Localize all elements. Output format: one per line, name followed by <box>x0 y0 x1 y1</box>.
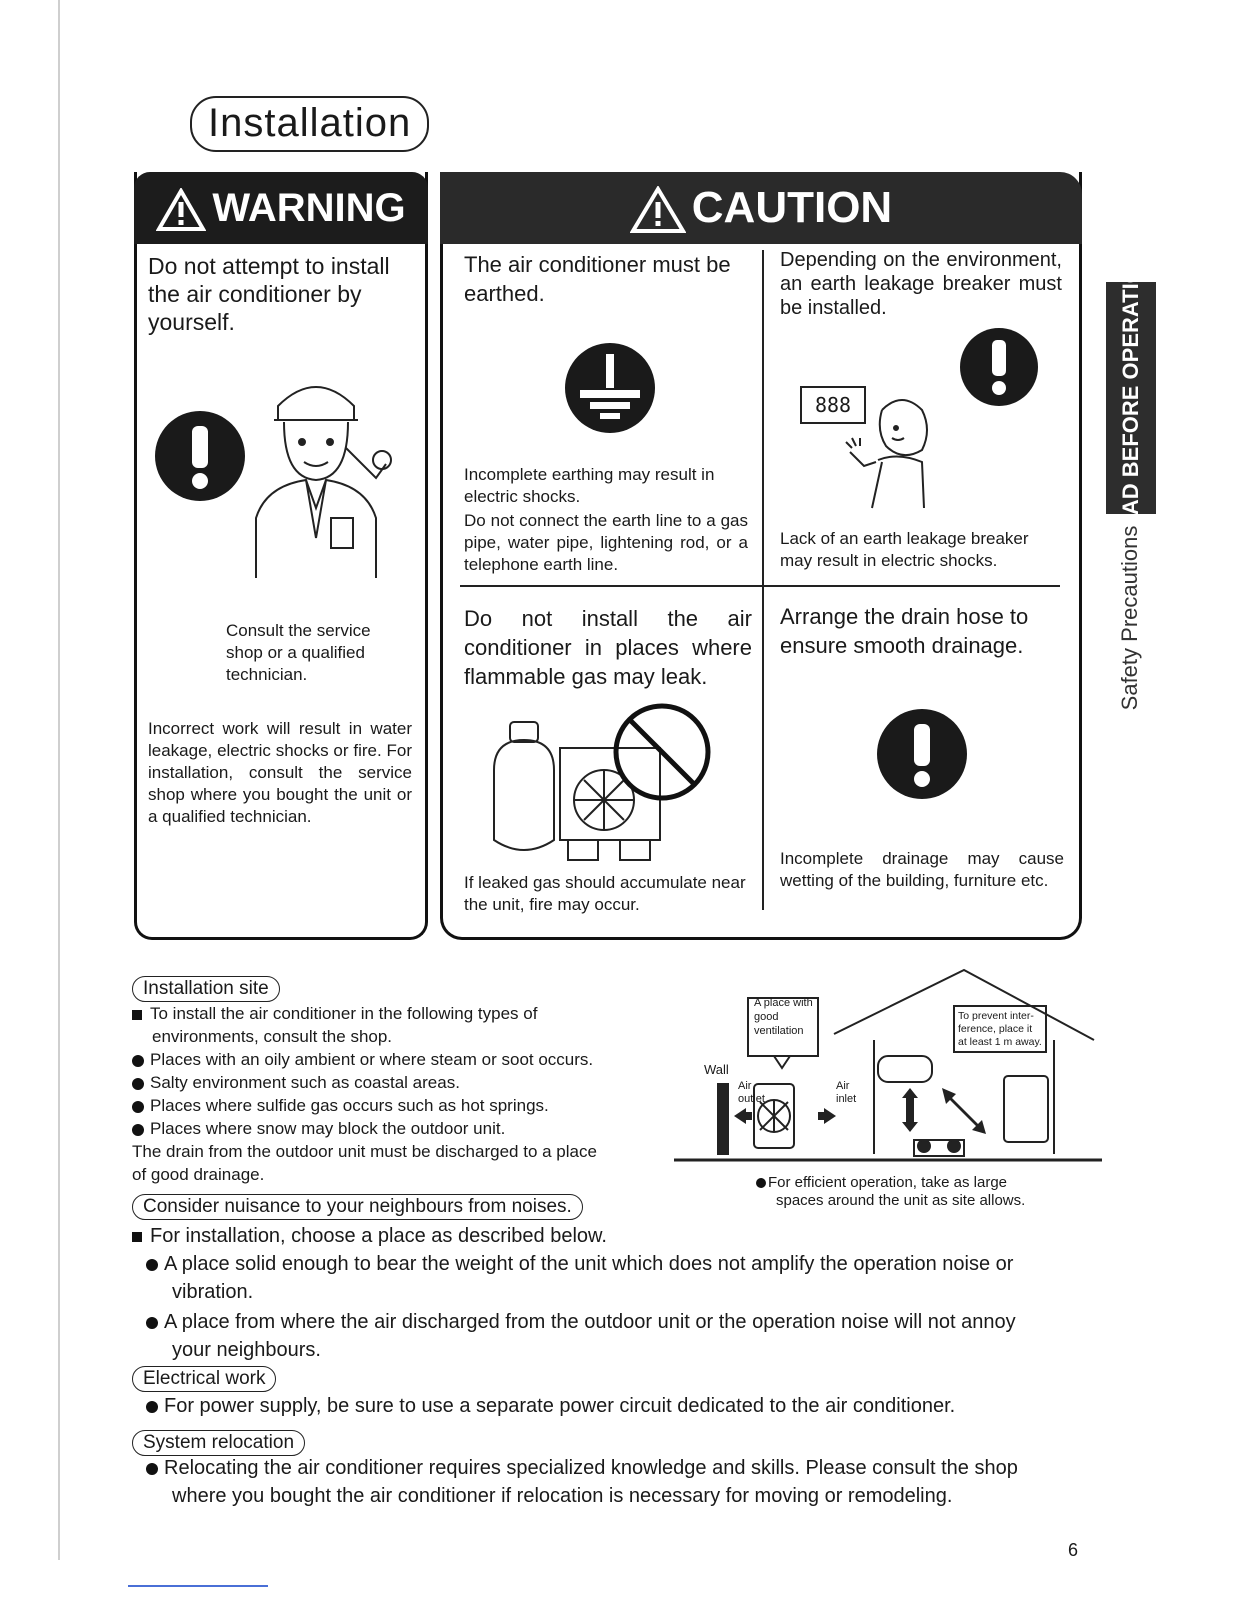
noise-item-2-cont: your neighbours. <box>172 1339 321 1361</box>
earthed-body-2: Do not connect the earth line to a gas pipe, water pipe, lightening rod, or a telephone earth line. <box>464 511 748 574</box>
site-intro-line-2: environments, consult the shop. <box>152 1027 393 1046</box>
bullet-icon <box>132 1101 144 1113</box>
noise-section <box>132 1222 1092 1364</box>
woman-illustration-icon <box>842 390 942 510</box>
installation-site-diagram <box>674 964 1102 1164</box>
noise-item-1-cont: vibration. <box>172 1281 254 1303</box>
bullet-icon <box>146 1259 158 1271</box>
site-item: Salty environment such as coastal areas. <box>150 1073 460 1092</box>
gas-leak-prohibited-icon <box>484 700 724 870</box>
square-bullet-icon <box>132 1010 142 1020</box>
installation-site-pill: Installation site <box>132 976 280 1002</box>
breaker-body: Lack of an earth leakage breaker may result in electric shocks. <box>780 529 1029 570</box>
ventilation-line-2: good <box>754 1011 779 1023</box>
air-outlet-label <box>738 1080 765 1106</box>
bullet-icon <box>132 1055 144 1067</box>
bullet-icon <box>756 1178 766 1188</box>
breaker-exclamation-icon <box>958 326 1040 408</box>
interference-callout <box>958 1010 1042 1049</box>
warning-header-label: WARNING <box>212 186 406 230</box>
air-inlet-line-1: Air <box>836 1080 850 1092</box>
diagram-note-line-1: For efficient operation, take as large <box>768 1174 1008 1191</box>
noise-pill: Consider nuisance to your neighbours from noises. <box>132 1194 583 1220</box>
interference-line-2: ference, place it <box>958 1023 1033 1035</box>
ventilation-line-1: A place with <box>754 997 813 1009</box>
scan-edge <box>58 0 60 1560</box>
drain-body: Incomplete drainage may cause wetting of the building, furniture etc. <box>780 849 1064 890</box>
noise-item-2: A place from where the air discharged from the outdoor unit or the operation noise will not annoy <box>164 1311 1016 1333</box>
gas-body: If leaked gas should accumulate near the unit, fire may occur. <box>464 873 746 914</box>
air-inlet-label <box>836 1080 856 1106</box>
warning-caption: Consult the service shop or a qualified technician. <box>226 621 371 684</box>
electrical-work-pill: Electrical work <box>132 1366 276 1392</box>
gas-heading: Do not install the air conditioner in places where flammable gas may leak. <box>464 606 752 689</box>
site-item: Places where snow may block the outdoor unit. <box>150 1119 506 1138</box>
noise-item-1: A place solid enough to bear the weight of the unit which does not amplify the operation noise or <box>164 1253 1014 1275</box>
earthed-body-1: Incomplete earthing may result in electric shocks. <box>464 465 715 506</box>
site-intro-line-1: To install the air conditioner in the following types of <box>150 1004 538 1023</box>
read-before-operation-tab <box>1106 250 1156 546</box>
warning-body: Incorrect work will result in water leakage, electric shocks or fire. For installation, consult the service shop where you bought the unit or a qualified technician. <box>148 719 412 826</box>
site-item: Places with an oily ambient or where steam or soot occurs. <box>150 1050 594 1069</box>
site-item: Places where sulfide gas occurs such as hot springs. <box>150 1096 549 1115</box>
square-bullet-icon <box>132 1232 142 1242</box>
noise-intro: For installation, choose a place as described below. <box>150 1225 607 1247</box>
technician-illustration-icon <box>236 368 396 578</box>
wall-label: Wall <box>704 1062 729 1077</box>
page-title: Installation <box>190 96 429 152</box>
caution-divider-vertical <box>762 250 764 910</box>
warning-heading: Do not attempt to install the air conditioner by yourself. <box>148 253 390 335</box>
side-tab-label: READ BEFORE OPERATION <box>1118 250 1143 546</box>
caution-header <box>440 172 1082 244</box>
warning-header <box>134 172 428 244</box>
relocation-item <box>146 1454 1096 1510</box>
drain-heading: Arrange the drain hose to ensure smooth drainage. <box>780 604 1029 658</box>
site-drain-line-1: The drain from the outdoor unit must be discharged to a place <box>132 1142 597 1161</box>
interference-line-3: at least 1 m away. <box>958 1036 1042 1048</box>
bullet-icon <box>146 1317 158 1329</box>
air-inlet-line-2: inlet <box>836 1093 857 1105</box>
diagram-note-line-2: spaces around the unit as site allows. <box>776 1192 1026 1209</box>
electrical-item-text: For power supply, be sure to use a separate power circuit dedicated to the air conditioner. <box>164 1395 956 1417</box>
breaker-heading: Depending on the environment, an earth leakage breaker must be installed. <box>780 249 1062 319</box>
bullet-icon <box>132 1078 144 1090</box>
site-intro <box>132 1002 662 1186</box>
caution-triangle-icon <box>630 186 686 234</box>
ventilation-line-3: ventilation <box>754 1025 804 1037</box>
air-outlet-line-1: Air <box>738 1080 752 1092</box>
warning-triangle-icon <box>156 188 206 232</box>
diagram-note <box>756 1174 1025 1210</box>
page-number: 6 <box>1068 1540 1079 1560</box>
system-relocation-pill: System relocation <box>132 1430 305 1456</box>
caution-divider-horizontal <box>460 585 1060 587</box>
ventilation-callout <box>754 996 820 1038</box>
relocation-item-line-2: where you bought the air conditioner if relocation is necessary for moving or remodeling. <box>172 1485 953 1507</box>
exclamation-icon <box>152 408 248 504</box>
earthed-heading: The air conditioner must be earthed. <box>464 252 731 306</box>
bullet-icon <box>146 1401 158 1413</box>
drain-exclamation-icon <box>874 706 970 802</box>
electrical-item <box>146 1392 1086 1420</box>
bullet-icon <box>132 1124 144 1136</box>
relocation-item-line-1: Relocating the air conditioner requires specialized knowledge and skills. Please consult the shop <box>164 1457 1018 1479</box>
interference-line-1: To prevent inter- <box>958 1010 1034 1022</box>
air-outlet-line-2: outlet <box>738 1093 765 1105</box>
caution-header-label: CAUTION <box>691 183 893 232</box>
bullet-icon <box>146 1463 158 1475</box>
earth-ground-icon <box>562 340 658 436</box>
safety-precautions-label: Safety Precautions <box>1117 525 1142 711</box>
breaker-display: 888 <box>800 386 866 424</box>
site-drain-line-2: of good drainage. <box>132 1165 265 1184</box>
footer-rule <box>128 1585 268 1587</box>
